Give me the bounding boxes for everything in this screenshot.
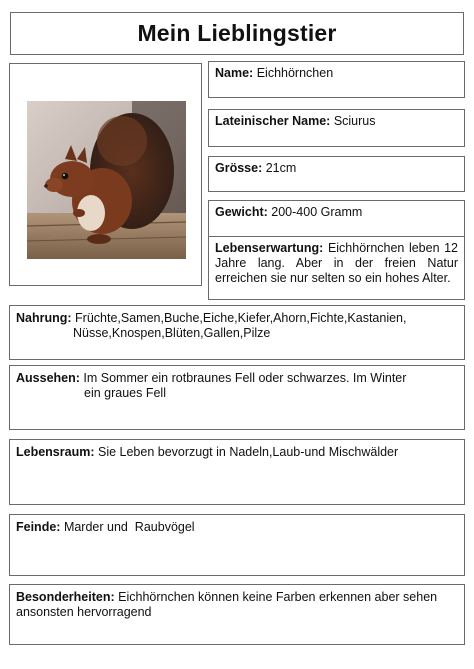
field-size [208, 156, 465, 192]
appearance-value-line2: ein graues Fell [84, 386, 166, 400]
life-expectancy-label: Lebenserwartung: [215, 241, 324, 255]
food-value-line1: Früchte,Samen,Buche,Eiche,Kiefer,Ahorn,Fichte,Kastanien, [75, 311, 407, 325]
field-appearance [9, 365, 465, 430]
field-life-expectancy [208, 236, 465, 300]
special-features-label: Besonderheiten: [16, 590, 115, 604]
size-value: 21cm [265, 161, 297, 175]
field-latin-name [208, 109, 465, 147]
food-label: Nahrung: [16, 311, 72, 325]
size-label: Grösse: [215, 161, 263, 175]
latin-name-label: Lateinischer Name: [215, 114, 331, 128]
field-habitat [9, 439, 465, 505]
life-expectancy-value: Eichhörnchen leben 12 Jahre lang. Aber in der freien Natur erreichen sie nur selten so ein hohes Alter. [215, 241, 458, 285]
food-value-line2: Nüsse,Knospen,Blüten,Gallen,Pilze [73, 326, 271, 340]
enemies-label: Feinde: [16, 520, 61, 534]
field-enemies [9, 514, 465, 576]
field-food [9, 305, 465, 360]
name-label: Name: [215, 66, 254, 80]
page-title: Mein Lieblingstier [137, 20, 337, 46]
field-weight [208, 200, 465, 237]
special-features-value: Eichhörnchen können keine Farben erkennen aber sehen ansonsten hervorragend [16, 590, 438, 619]
weight-label: Gewicht: [215, 205, 268, 219]
photo-frame [9, 63, 202, 286]
name-value: Eichhörnchen [256, 66, 334, 80]
field-special-features [9, 584, 465, 645]
weight-value: 200-400 Gramm [271, 205, 363, 219]
squirrel-photo [27, 101, 186, 259]
enemies-value: Marder und Raubvögel [63, 520, 195, 534]
habitat-value: Sie Leben bevorzugt in Nadeln,Laub-und Mischwälder [97, 445, 399, 459]
appearance-value-line1: Im Sommer ein rotbraunes Fell oder schwarzes. Im Winter [83, 371, 407, 385]
field-name [208, 61, 465, 98]
appearance-label: Aussehen: [16, 371, 80, 385]
latin-name-value: Sciurus [333, 114, 376, 128]
habitat-label: Lebensraum: [16, 445, 95, 459]
title-box [10, 12, 464, 55]
